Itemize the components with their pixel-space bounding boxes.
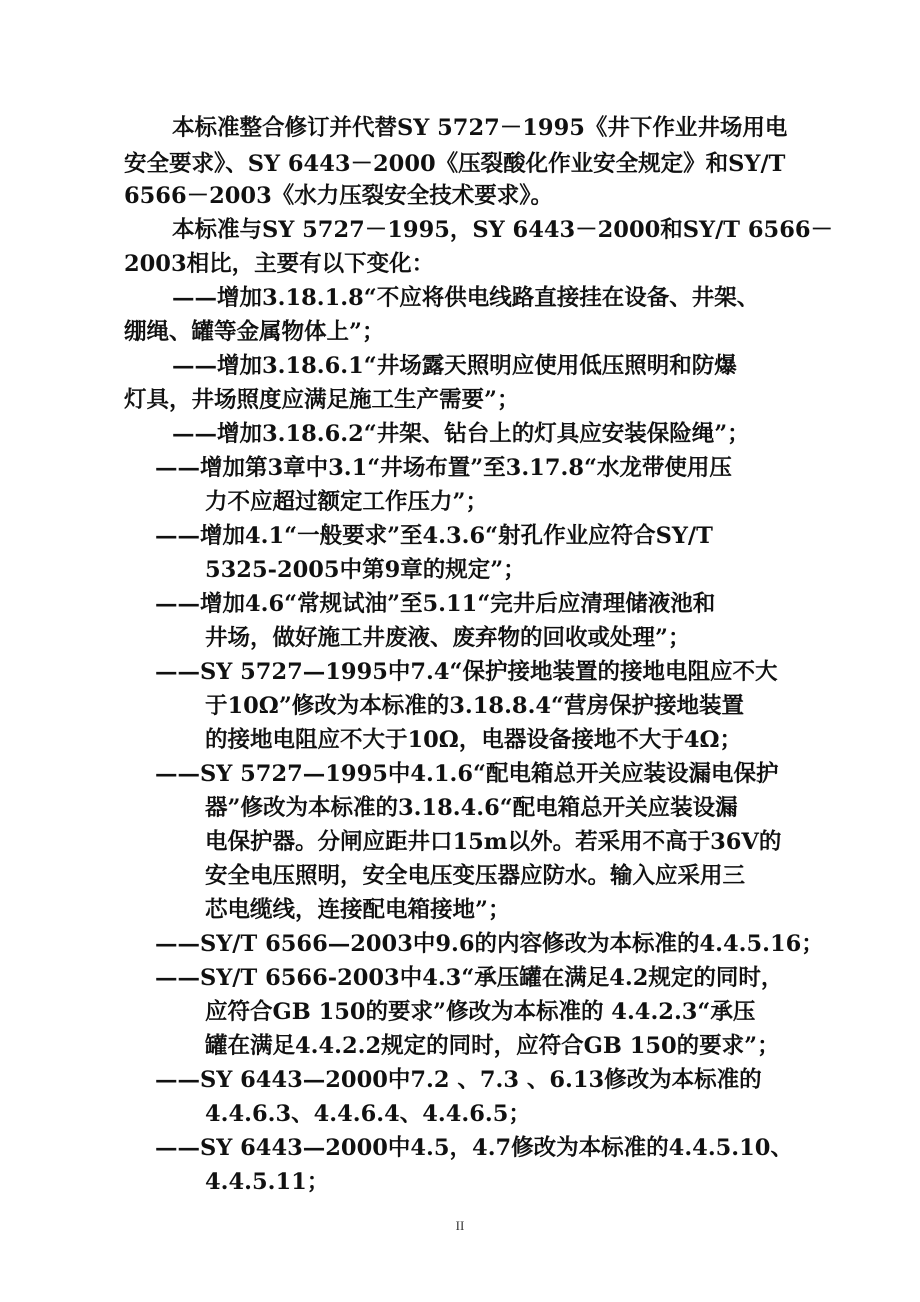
text-line: ——增加4.1“一般要求”至4.3.6“射孔作业应符合SY/T (155, 523, 713, 549)
text-line: 5325-2005中第9章的规定”； (205, 557, 526, 583)
text-line: 力不应超过额定工作压力”； (205, 489, 488, 515)
text-line: 灯具，井场照度应满足施工生产需要”； (124, 387, 520, 413)
text-line: ——增加3.18.1.8“不应将供电线路直接挂在设备、井架、 (172, 285, 760, 311)
text-line: ——增加3.18.6.2“井架、钻台上的灯具应安装保险绳”； (172, 421, 750, 447)
text-line: 的接地电阻应不大于10Ω，电器设备接地不大于4Ω； (205, 727, 743, 753)
text-line: 安全电压照明，安全电压变压器应防水。输入应采用三 (205, 863, 746, 889)
text-line: ——SY/T 6566—2003中9.6的内容修改为本标准的4.4.5.16； (155, 931, 824, 957)
text-line: 6566－2003《水力压裂安全技术要求》。 (124, 183, 553, 209)
text-line: 4.4.6.3、4.4.6.4、4.4.6.5； (205, 1101, 531, 1127)
text-line: ——SY 5727—1995中4.1.6“配电箱总开关应装设漏电保护 (155, 761, 779, 787)
text-line: 绷绳、罐等金属物体上”； (124, 319, 385, 345)
text-line: 安全要求》、SY 6443－2000《压裂酸化作业安全规定》和SY/T (124, 151, 786, 177)
text-line: 罐在满足4.4.2.2规定的同时，应符合GB 150的要求”； (205, 1033, 780, 1059)
text-line: ——增加4.6“常规试油”至5.11“完井后应清理储液池和 (155, 591, 716, 617)
text-line: 井场，做好施工井废液、废弃物的回收或处理”； (205, 625, 691, 651)
text-line: ——增加3.18.6.1“井场露天照明应使用低压照明和防爆 (172, 353, 737, 379)
text-line: 电保护器。分闸应距井口15m以外。若采用不高于36V的 (205, 829, 782, 855)
text-line: 本标准与SY 5727－1995，SY 6443－2000和SY/T 6566－ (172, 217, 834, 243)
page-number: II (455, 1218, 465, 1233)
text-line: 芯电缆线，连接配电箱接地”； (205, 897, 511, 923)
text-line: 4.4.5.11； (205, 1169, 330, 1195)
text-line: 应符合GB 150的要求”修改为本标准的 4.4.2.3“承压 (205, 999, 756, 1025)
text-line: ——SY 6443—2000中4.5，4.7修改为本标准的4.4.5.10、 (155, 1135, 793, 1161)
text-line: 器”修改为本标准的3.18.4.6“配电箱总开关应装设漏 (205, 795, 738, 821)
text-line: ——SY/T 6566-2003中4.3“承压罐在满足4.2规定的同时， (155, 965, 784, 991)
text-line: 2003相比，主要有以下变化： (124, 251, 435, 277)
text-line: 于10Ω”修改为本标准的3.18.8.4“营房保护接地装置 (205, 693, 745, 719)
text-line: ——SY 6443—2000中7.2 、7.3 、6.13修改为本标准的 (155, 1067, 762, 1093)
text-line: 本标准整合修订并代替SY 5727－1995《井下作业井场用电 (172, 115, 788, 141)
text-line: ——增加第3章中3.1“井场布置”至3.17.8“水龙带使用压 (155, 455, 732, 481)
text-line: ——SY 5727—1995中7.4“保护接地装置的接地电阻应不大 (155, 659, 778, 685)
